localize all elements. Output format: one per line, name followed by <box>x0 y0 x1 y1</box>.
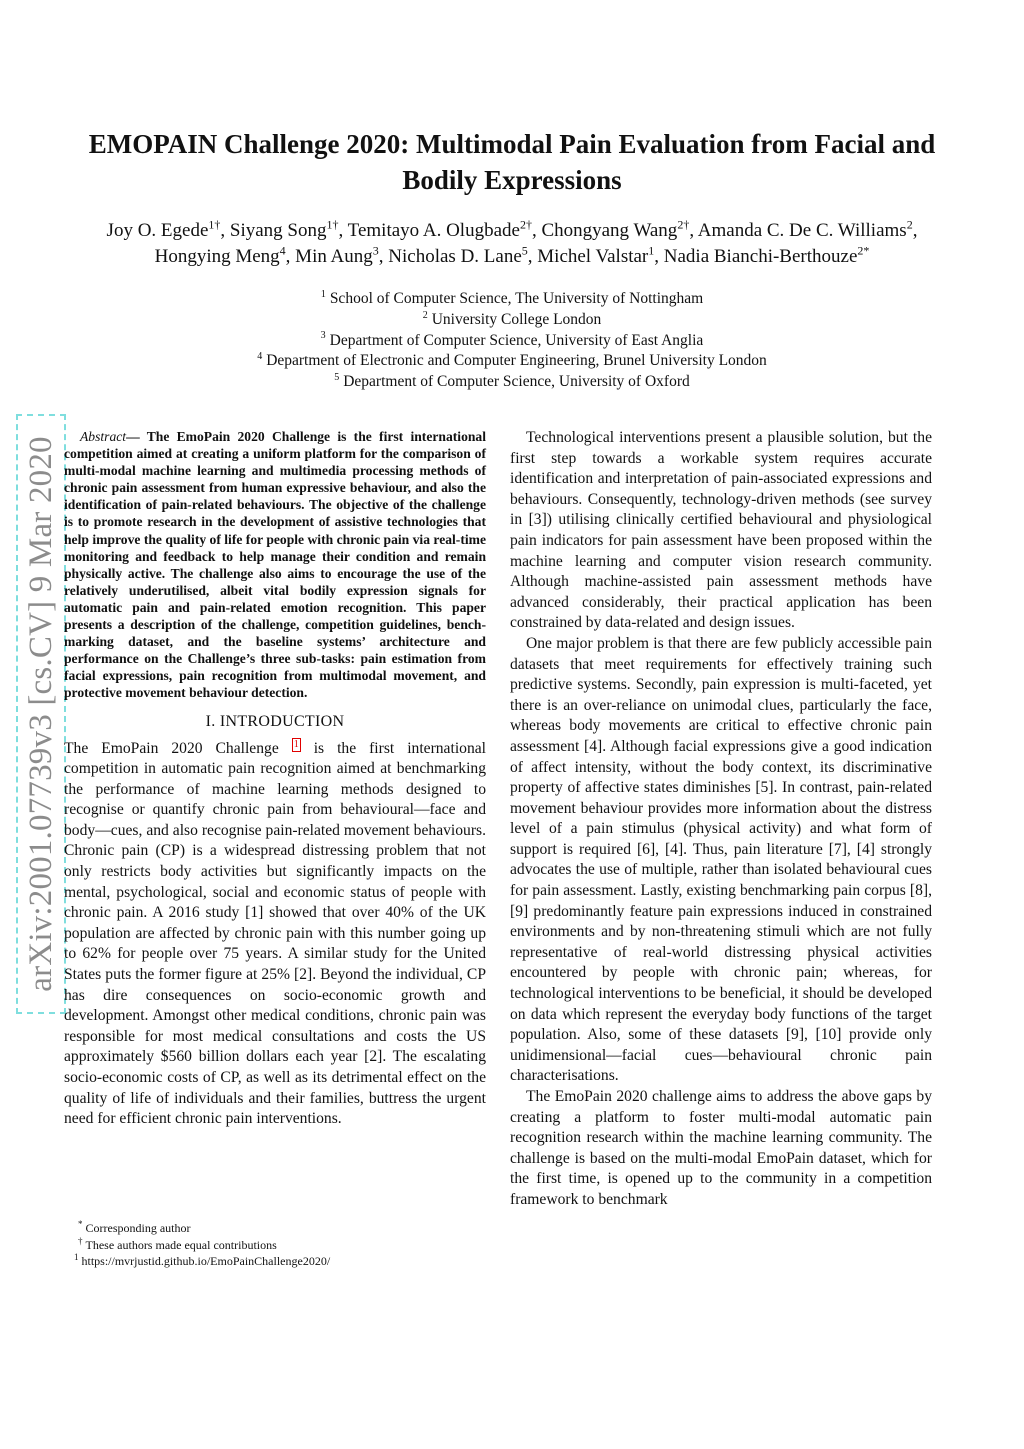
paper-title: EMOPAIN Challenge 2020: Multimodal Pain Evaluation from Facial and Bodily Expressions <box>88 129 936 195</box>
author: Nicholas D. Lane$^5$ <box>388 243 528 267</box>
footnote-url[interactable]: $^1$ https://mvrjustid.github.io/EmoPainChallenge2020/ <box>74 1252 331 1268</box>
abstract-label: Abstract <box>80 429 127 444</box>
author: Chongyang Wang$^{2\dagger}$ <box>541 217 690 241</box>
affiliation: $^4$ Department of Electronic and Computer Engineering, Brunel University London <box>257 351 767 370</box>
left-column <box>64 428 486 1130</box>
author: Temitayo A. Olugbade$^{2\dagger}$ <box>347 217 532 241</box>
author: Nadia Bianchi-Berthouze$^{2*}$ <box>663 243 870 267</box>
author-list: Joy O. Egede$^{1\dagger}$, Siyang Song$^{1\dagger}$, Temitayo A. Olugbade$^{2\dagger}$, Chongyang Wang$^{2\dagger}$, Amanda C. De C. Williams$^2$, Hongying Meng$^4$, Min Aung$^3$, Nicholas D. Lane$^5$, Michel Valstar$^1$, Nadia Bianchi-Berthouze$^{2*}$ <box>106 217 918 267</box>
body-paragraph: Technological interventions present a plausible solution, but the first step towards a workable system requires accurate identification and interpretation of pain-associated expressions and behaviours. Consequently, technology-driven methods (see survey in [3]) utilising clinically certified behavioural and physiological pain indicators for pain assessment have been proposed within the machine learning and computer vision research community. Although machine-assisted pain assessment methods have advanced considerably, their practical application has been constrained by data-related and design issues. <box>510 429 932 632</box>
affiliation: $^2$ University College London <box>422 309 602 328</box>
footnotes <box>74 1219 498 1270</box>
footnote-equal-contribution: † These authors made equal contributions <box>78 1235 277 1252</box>
arxiv-stamp[interactable]: arXiv:2001.07739v3 [cs.CV] 9 Mar 2020 <box>23 436 59 992</box>
footnote-corresponding: * Corresponding author <box>78 1219 191 1235</box>
author: Min Aung$^3$ <box>295 243 379 267</box>
author: Michel Valstar$^1$ <box>537 243 655 267</box>
affiliation: $^3$ Department of Computer Science, University of East Anglia <box>320 330 704 349</box>
affiliation-list <box>90 289 934 393</box>
abstract: Abstract— The EmoPain 2020 Challenge is the first international competition aimed at creating a uniform platform for the comparison of multi-modal machine learning and multimedia processing methods of chronic pain assessment from human expressive behaviour, and also the identification of pain-related behaviours. The objective of the challenge is to promote research in the development of assistive technologies that help improve the quality of life for people with chronic pain via real-time monitoring and feedback to help manage their condition and remain physically active. The challenge also aims to encourage the use of the relatively underutilised, albeit vital bodily expression signals for automatic pain and pain-related emotion recognition. This paper presents a description of the challenge, competition guidelines, bench-marking dataset, and the baseline systems’ architecture and performance on the Challenge’s three sub-tasks: pain estimation from facial expressions, pain recognition from multimodal movement, and protective movement behaviour detection. <box>64 429 486 701</box>
right-column <box>510 428 932 1211</box>
author: Amanda C. De C. Williams$^2$ <box>697 217 913 241</box>
abstract-text: The EmoPain 2020 Challenge is the first international competition aimed at creating a uniform platform for the comparison of multi-modal machine learning and multimedia processing methods of chronic pain assessment from human expressive behaviour, and also the identification of pain-related behaviours. The objective of the challenge is to promote research in the development of assistive technologies that help improve the quality of life for people with chronic pain via real-time monitoring and feedback to help manage their condition and remain physically active. The challenge also aims to encourage the use of the relatively underutilised, albeit vital bodily expression signals for automatic pain and pain-related emotion recognition. This paper presents a description of the challenge, competition guidelines, bench-marking dataset, and the baseline systems’ architecture and performance on the Challenge’s three sub-tasks: pain estimation from facial expressions, pain recognition from multimodal movement, and protective movement behaviour detection. <box>64 429 486 701</box>
section-heading-introduction: I. INTRODUCTION <box>205 712 345 730</box>
author: Hongying Meng$^4$ <box>154 243 286 267</box>
author: Siyang Song$^{1\dagger}$ <box>229 217 339 241</box>
author: Joy O. Egede$^{1\dagger}$ <box>106 217 221 241</box>
affiliation: $^5$ Department of Computer Science, University of Oxford <box>334 372 690 391</box>
body-paragraph: The EmoPain 2020 challenge aims to address the above gaps by creating a platform to foster multi-modal automatic pain recognition research within the machine learning community. The challenge is based on the multi-modal EmoPain dataset, which for the first time, is opened up to the community in a competition framework to benchmark <box>510 1088 932 1208</box>
intro-paragraph: The EmoPain 2020 Challenge 1 is the first international competition in automatic pain recognition aimed at benchmarking the performance of machine learning methods designed to recognise or quantify chronic pain from behavioural—face and body—cues, and also recognise pain-related movement behaviours. Chronic pain (CP) is a widespread distressing problem that not only restricts body activities but significantly impacts on the mental, psychological, social and economic status of people with chronic pain. A 2016 study [1] showed that over 40% of the UK population are affected by chronic pain with this number going up to 62% for people over 75 years. A similar study for the United States puts the former figure at 25% [2]. Beyond the individual, CP has dire consequences on socio-economic growth and development. Amongst other medical conditions, chronic pain was responsible for most medical consultations and costs the US approximately $560 billion dollars each year [2]. The escalating socio-economic costs of CP, as well as its detrimental effect on the quality of life of individuals and their families, buttress the urgent need for efficient chronic pain interventions. <box>64 738 486 1128</box>
affiliation: $^1$ School of Computer Science, The University of Nottingham <box>320 288 704 307</box>
body-paragraph: One major problem is that there are few publicly accessible pain datasets that meet requirements for effectively training such predictive systems. Secondly, pain expression is multi-faceted, yet there is an over-reliance on unimodal clues, particularly the face, whereas body movements are critical to effective chronic pain assessment [4]. Although facial expressions give a good indication of affect intensity, without the body context, its discriminative property of affective states diminishes [5]. In contrast, pain-related movement behaviour provides more information about the distress level of a pain stimulus (physical activity) and what form of support is required [6], [4]. Thus, pain literature [7], [4] strongly advocates the use of multiple, rather than isolated behavioural cues for pain assessment. Lastly, existing benchmarking pain corpus [8], [9] predominantly feature pain expressions induced in constrained environments and by non-threatening stimuli which are not fully representative of real-world distressing physical activities encountered by people with chronic pain; whereas, for technological interventions to be beneficial, it should be developed on data which represent the everyday body functions of the target population. Also, some of these datasets [9], [10] provide only unidimensional—facial cues—behavioural chronic pain characterisations. <box>510 634 932 1085</box>
footnote-link[interactable]: 1 <box>293 738 299 750</box>
